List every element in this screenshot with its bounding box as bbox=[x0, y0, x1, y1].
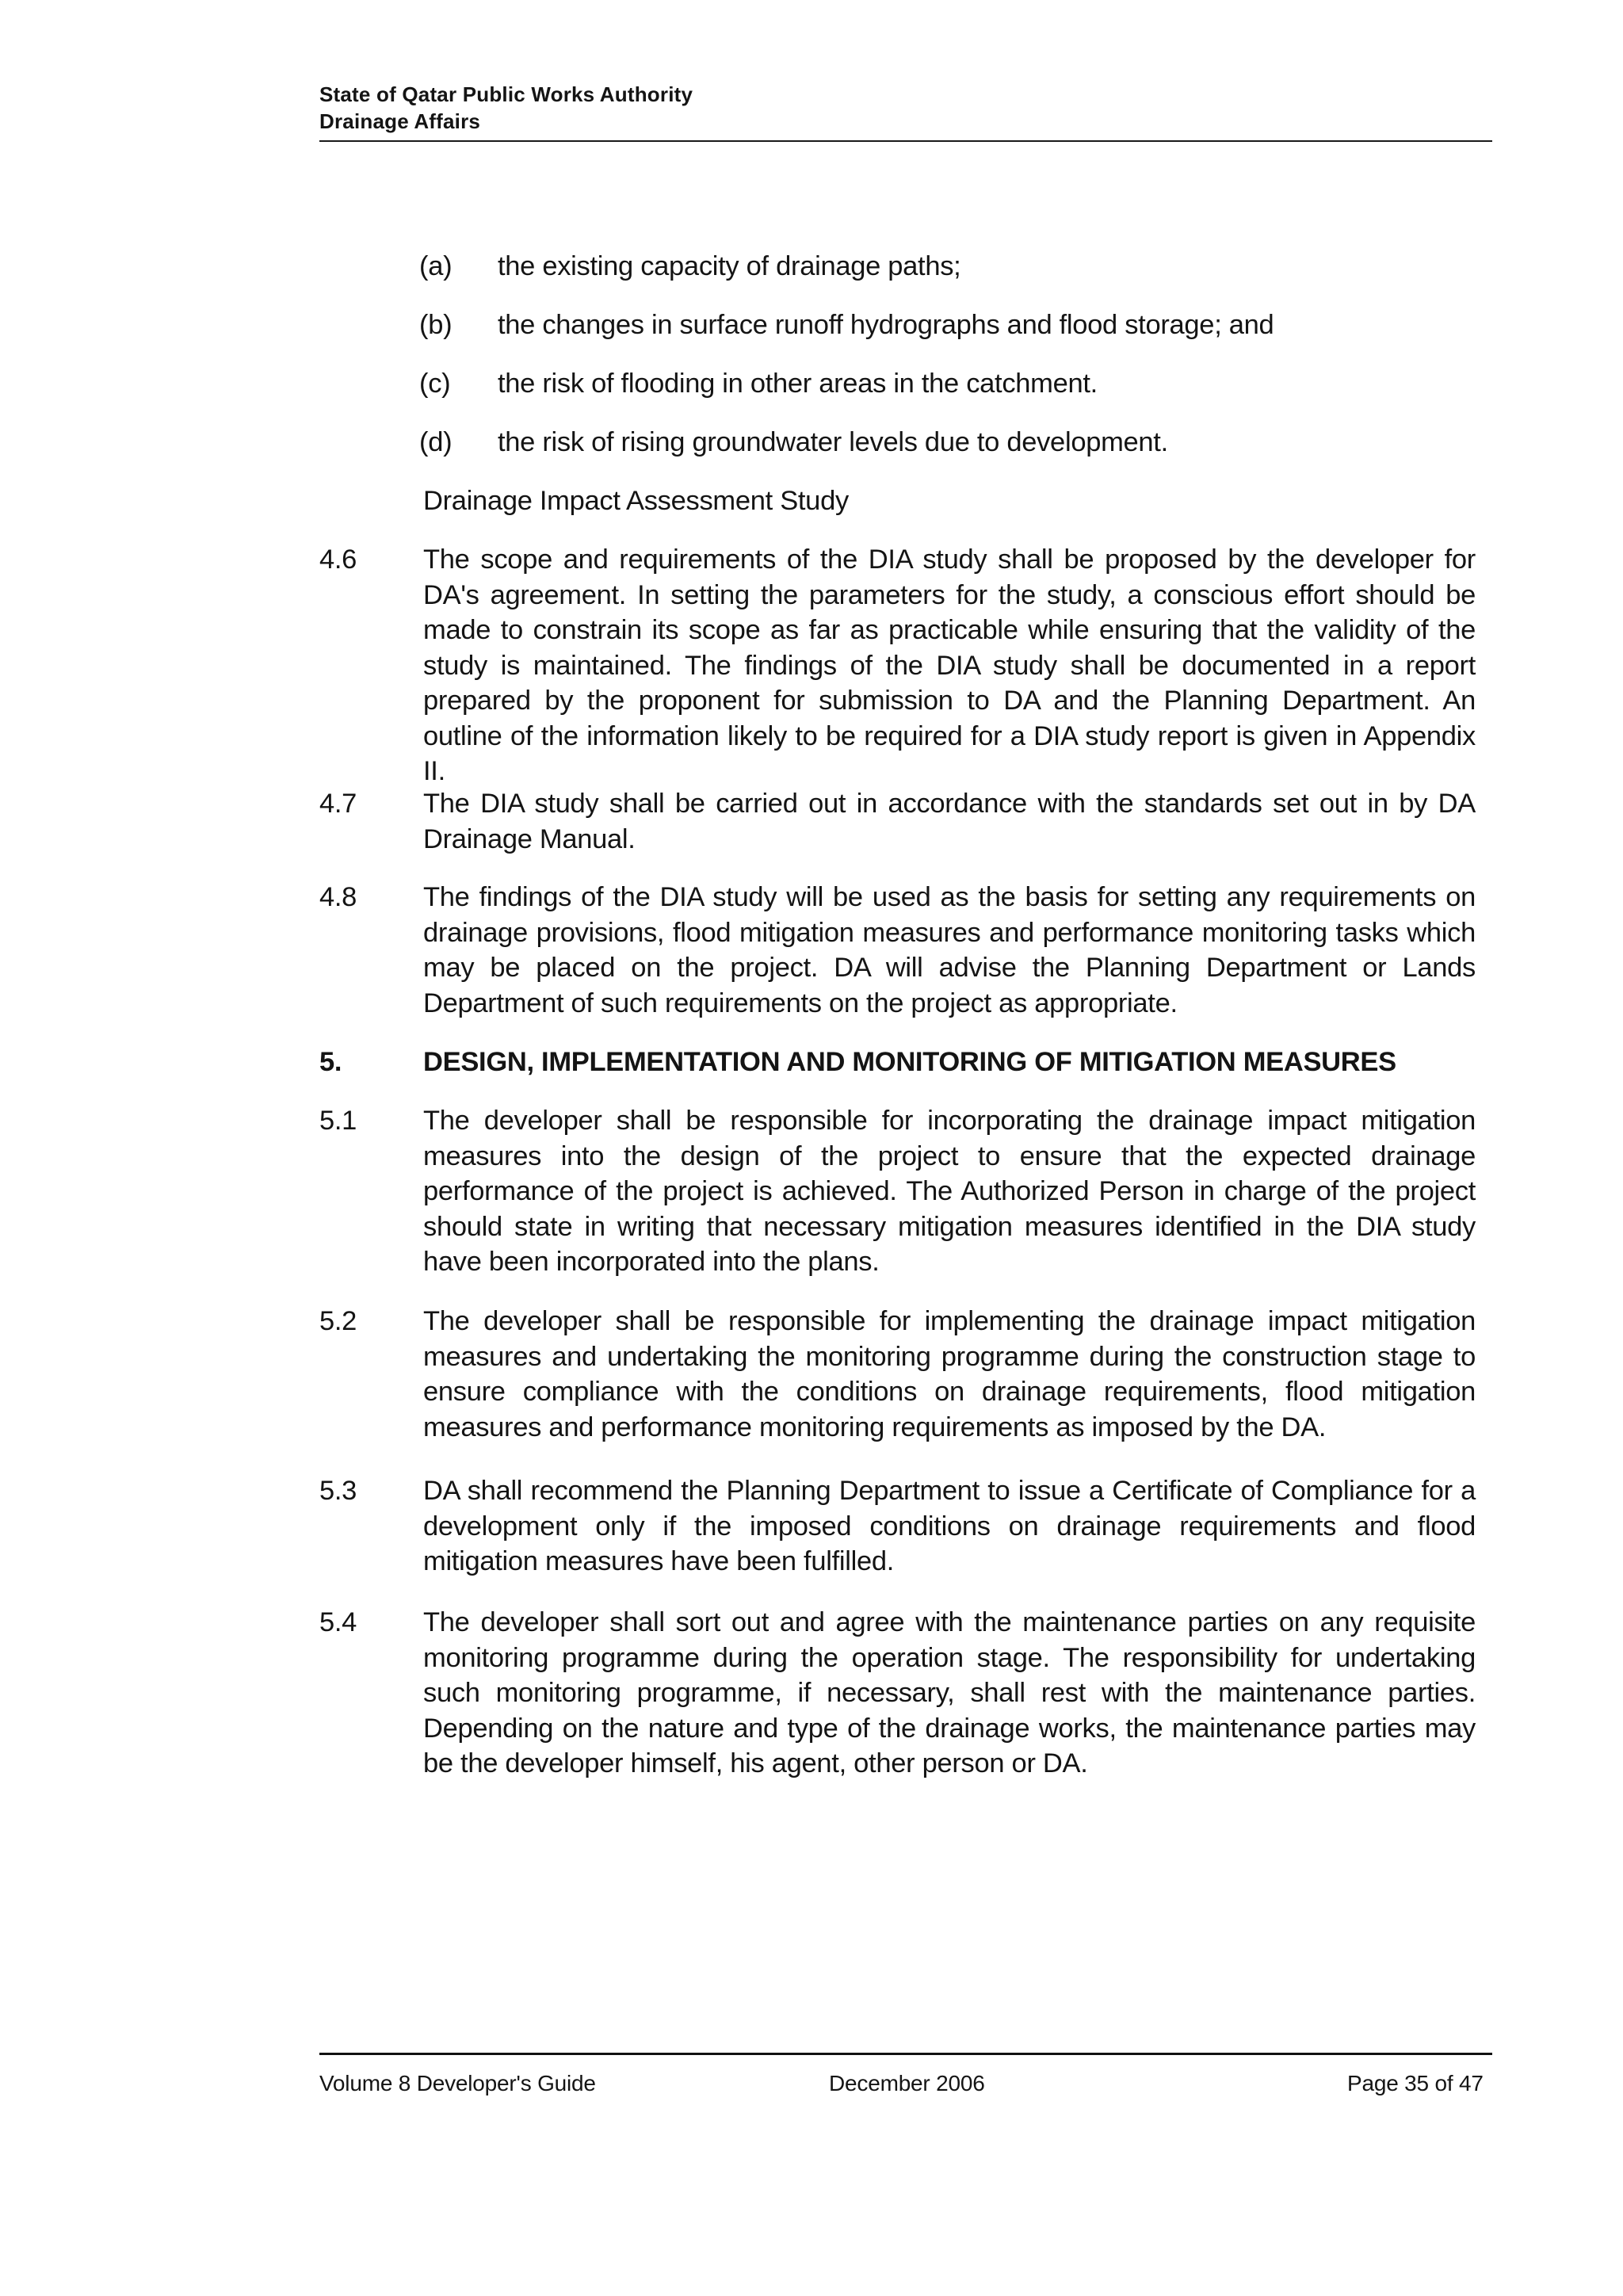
header-department: Drainage Affairs bbox=[319, 109, 481, 133]
paragraph-text: DA shall recommend the Planning Department to issue a Certificate of Compliance for a development only if the imposed conditions on drainage requirements and flood mitigation measures have been fulfilled. bbox=[423, 1476, 1476, 1576]
paragraph-number: 5.1 bbox=[319, 1106, 357, 1136]
paragraph-text: The developer shall be responsible for implementing the drainage impact mitigation measures and undertaking the monitoring programme during the construction stage to ensure compliance with the conditions on drainage requirements, flood mitigation measures and performance monitoring requirements as imposed by the DA. bbox=[423, 1306, 1476, 1442]
paragraph-text: The findings of the DIA study will be used as the basis for setting any requirements on drainage provisions, flood mitigation measures and performance monitoring tasks which may be placed on the project. DA will advise the Planning Department or Lands Department of such requirements on the project as appropriate. bbox=[423, 882, 1476, 1018]
section-subheading: Drainage Impact Assessment Study bbox=[423, 486, 849, 516]
paragraph-number: 5.4 bbox=[319, 1607, 357, 1637]
section-number: 5. bbox=[319, 1047, 342, 1077]
paragraph-text: The DIA study shall be carried out in accordance with the standards set out in by DA Drainage Manual. bbox=[423, 789, 1476, 854]
list-item-label: (d) bbox=[419, 427, 453, 457]
list-item-text: the risk of flooding in other areas in the catchment. bbox=[498, 369, 1098, 399]
list-item-text: the changes in surface runoff hydrographs and flood storage; and bbox=[498, 310, 1274, 340]
list-item-text: the existing capacity of drainage paths; bbox=[498, 251, 961, 281]
list-item-text: the risk of rising groundwater levels due to development. bbox=[498, 427, 1168, 457]
paragraph-number: 4.6 bbox=[319, 544, 357, 575]
paragraph-text: The developer shall sort out and agree with the maintenance parties on any requisite monitoring programme during the operation stage. The responsibility for undertaking such monitoring programme, if necessary, shall rest with the maintenance parties. Depending on the nature and type of the drainage works, the maintenance parties may be the developer himself, his agent, other person or DA. bbox=[423, 1607, 1476, 1778]
paragraph-text: The scope and requirements of the DIA study shall be proposed by the developer for DA's agreement. In setting the parameters for the study, a conscious effort should be made to constrain its scope as far as practicable while ensuring that the validity of the study is maintained. The findings of the DIA study shall be documented in a report prepared by the proponent for submission to DA and the Planning Department. An outline of the information likely to be required for a DIA study report is given in Appendix II. bbox=[423, 544, 1476, 786]
footer-page-number: Page 35 of 47 bbox=[1347, 2071, 1484, 2095]
paragraph-number: 5.3 bbox=[319, 1476, 357, 1506]
list-item-label: (c) bbox=[419, 369, 451, 399]
section-heading: DESIGN, IMPLEMENTATION AND MONITORING OF MITIGATION MEASURES bbox=[423, 1047, 1396, 1077]
list-item-label: (a) bbox=[419, 251, 453, 281]
list-item-label: (b) bbox=[419, 310, 453, 340]
header-divider bbox=[319, 140, 1492, 142]
paragraph-number: 5.2 bbox=[319, 1306, 357, 1336]
footer-date: December 2006 bbox=[829, 2071, 985, 2095]
paragraph-number: 4.7 bbox=[319, 789, 357, 819]
footer-divider bbox=[319, 2053, 1492, 2055]
paragraph-text: The developer shall be responsible for incorporating the drainage impact mitigation measures into the design of the project to ensure that the expected drainage performance of the project is achieved. The Authorized Person in charge of the project should state in writing that necessary mitigation measures identified in the DIA study have been incorporated into the plans. bbox=[423, 1106, 1476, 1277]
page-header bbox=[319, 81, 1492, 135]
header-organization: State of Qatar Public Works Authority bbox=[319, 82, 693, 106]
paragraph-number: 4.8 bbox=[319, 882, 357, 912]
footer-document-title: Volume 8 Developer's Guide bbox=[319, 2071, 596, 2095]
